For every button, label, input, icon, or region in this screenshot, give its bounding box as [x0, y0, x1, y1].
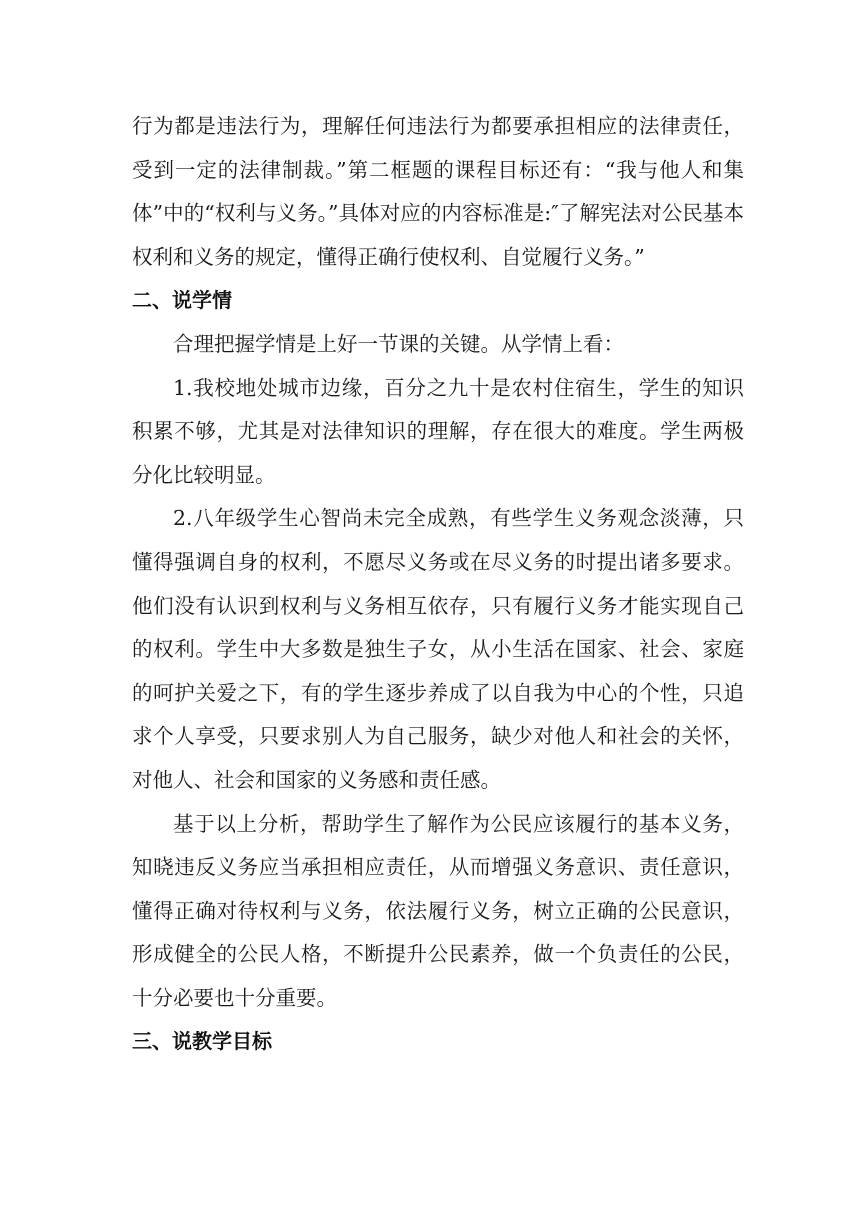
section-heading-student-situation: 二、说学情 [132, 288, 232, 313]
paragraph-intro: 合理把握学情是上好一节课的关键。从学情上看： [173, 331, 624, 356]
document-body [132, 105, 744, 1064]
continuation-paragraph: 行为都是违法行为，理解任何违法行为都要承担相应的法律责任，受到一定的法律制裁。”第二框题的课程目标还有：“我与他人和集体”中的“权利与义务。”具体对应的内容标准是:″了解宪法对公民基本权利和义务的规定，懂得正确行使权利、自觉履行义务。” [132, 114, 744, 269]
paragraph-point-2: 2.八年级学生心智尚未完全成熟，有些学生义务观念淡薄，只懂得强调自身的权利，不愿尽义务或在尽义务的时提出诸多要求。他们没有认识到权利与义务相互依存，只有履行义务才能实现自己的权利。学生中大多数是独生子女，从小生活在国家、社会、家庭的呵护关爱之下，有的学生逐步养成了以自我为中心的个性，只追求个人享受，只要求别人为自己服务，缺少对他人和社会的关怀，对他人、社会和国家的义务感和责任感。 [132, 506, 744, 792]
section-heading-teaching-goals: 三、说教学目标 [132, 1029, 272, 1054]
paragraph-point-1: 1.我校地处城市边缘，百分之九十是农村住宿生，学生的知识积累不够，尤其是对法律知识的理解，存在很大的难度。学生两极分化比较明显。 [132, 375, 744, 487]
paragraph-summary: 基于以上分析，帮助学生了解作为公民应该履行的基本义务，知晓违反义务应当承担相应责任，从而增强义务意识、责任意识，懂得正确对待权利与义务，依法履行义务，树立正确的公民意识，形成健全的公民人格，不断提升公民素养，做一个负责任的公民，十分必要也十分重要。 [132, 811, 744, 1010]
